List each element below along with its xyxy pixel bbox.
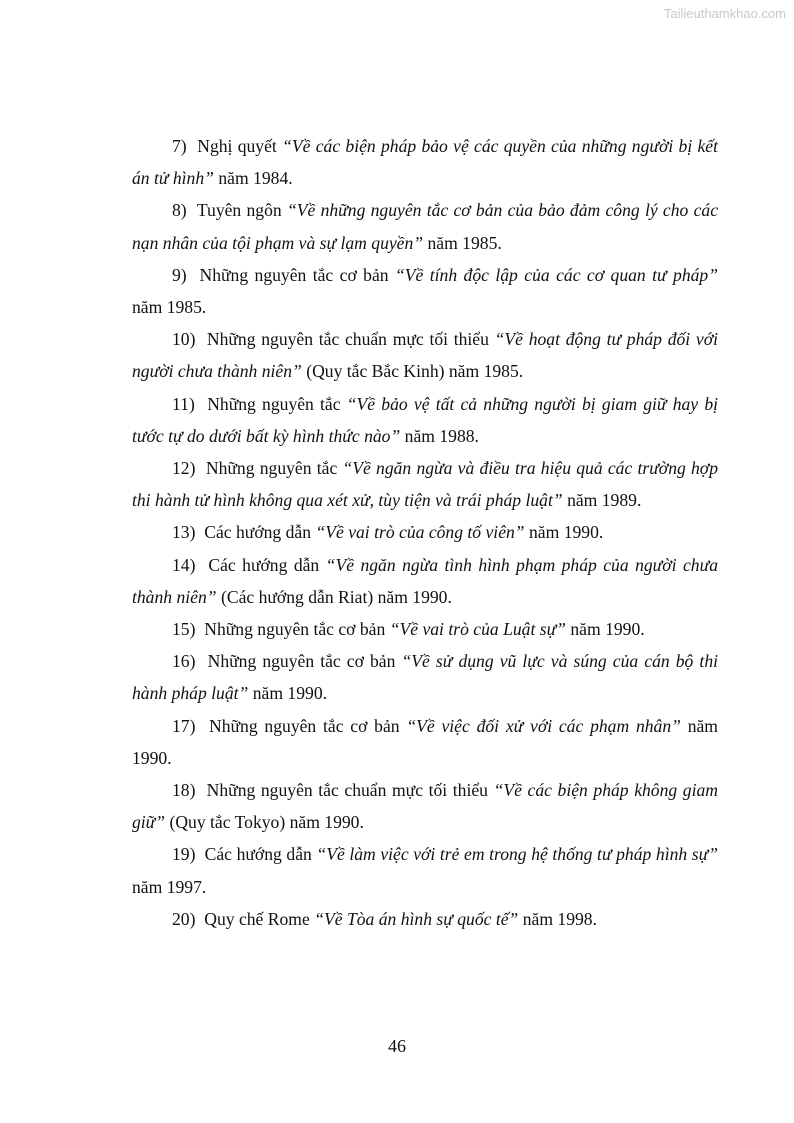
item-title: “Về vai trò của công tố viên” <box>315 522 525 543</box>
list-item <box>132 774 718 838</box>
item-detail: năm 1998. <box>522 908 597 929</box>
item-title: “Về việc đối xử với các phạm nhân” <box>406 715 681 736</box>
list-item <box>132 613 718 645</box>
list-item <box>132 838 718 902</box>
item-number: 14) <box>172 554 196 575</box>
item-type: Những nguyên tắc <box>205 458 338 479</box>
item-type: Những nguyên tắc cơ bản <box>209 715 400 736</box>
item-type: Các hướng dẫn <box>204 522 312 543</box>
item-number: 16) <box>172 651 196 672</box>
list-item <box>132 645 718 709</box>
list-item <box>132 259 718 323</box>
item-title: “Về tính độc lập của các cơ quan tư pháp” <box>395 264 718 285</box>
list-item <box>132 323 718 387</box>
list-item <box>132 903 718 935</box>
item-type: Những nguyên tắc <box>207 393 341 414</box>
item-number: 7) <box>172 136 187 156</box>
item-type: Nghị quyết <box>197 136 277 156</box>
item-detail: năm 1997. <box>132 876 207 897</box>
list-item <box>132 130 718 194</box>
item-title: “Về hoạt động tư pháp đối với người chưa thành niên” <box>132 329 718 382</box>
item-title: “Về các biện pháp bảo vệ các quyền của những người bị kết án tử hình” <box>132 136 719 189</box>
item-type: Những nguyên tắc chuẩn mực tối thiểu <box>206 329 489 350</box>
item-type: Những nguyên tắc cơ bản <box>207 651 396 672</box>
item-number: 18) <box>172 780 196 801</box>
item-detail: năm 1990. <box>570 619 645 640</box>
item-number: 9) <box>172 264 187 285</box>
item-title: “Về ngăn ngừa và điều tra hiệu quả các trường hợp thi hành tử hình không qua xét xử, tùy tiện và trái pháp luật” <box>132 458 718 511</box>
item-number: 17) <box>172 715 196 736</box>
item-detail: năm 1990. <box>132 715 718 768</box>
item-type: Quy chế Rome <box>204 908 310 929</box>
item-detail: năm 1990. <box>529 522 604 543</box>
item-type: Những nguyên tắc cơ bản <box>204 619 386 640</box>
item-title: “Về ngăn ngừa tình hình phạm pháp của người chưa thành niên” <box>132 554 718 607</box>
item-detail: (Quy tắc Tokyo) năm 1990. <box>169 812 364 833</box>
item-detail: (Quy tắc Bắc Kinh) năm 1985. <box>306 361 524 382</box>
page-number: 46 <box>388 1036 406 1056</box>
item-detail: năm 1984. <box>218 168 293 189</box>
item-number: 11) <box>172 393 195 414</box>
item-type: Những nguyên tắc cơ bản <box>199 264 389 285</box>
item-detail: (Các hướng dẫn Riat) năm 1990. <box>220 586 452 607</box>
list-item <box>132 710 718 774</box>
item-number: 20) <box>172 908 196 929</box>
list-item <box>132 452 718 516</box>
list-item <box>132 194 718 258</box>
list-item <box>132 516 718 548</box>
item-type: Các hướng dẫn <box>208 554 320 575</box>
item-number: 15) <box>172 619 196 640</box>
item-detail: năm 1988. <box>404 425 479 446</box>
item-title: “Về sử dụng vũ lực và súng của cán bộ thi hành pháp luật” <box>132 651 719 704</box>
document-body <box>132 130 718 935</box>
item-number: 19) <box>172 844 196 865</box>
item-title: “Về bảo vệ tất cả những người bị giam giữ hay bị tước tự do dưới bất kỳ hình thức nào” <box>132 393 718 446</box>
item-number: 8) <box>172 200 187 221</box>
item-detail: năm 1990. <box>252 683 328 704</box>
item-detail: năm 1985. <box>427 232 502 253</box>
item-title: “Về những nguyên tắc cơ bản của bảo đảm công lý cho các nạn nhân của tội phạm và sự lạm quyền” <box>132 200 719 253</box>
watermark: Tailieuthamkhao.com <box>663 6 786 21</box>
item-title: “Về vai trò của Luật sự” <box>389 619 566 640</box>
item-type: Tuyên ngôn <box>196 200 282 221</box>
item-detail: năm 1989. <box>567 490 642 511</box>
item-title: “Về làm việc với trẻ em trong hệ thống tư pháp hình sự” <box>316 844 718 865</box>
list-item <box>132 388 718 452</box>
item-detail: năm 1985. <box>132 297 207 318</box>
item-type: Các hướng dẫn <box>204 844 312 865</box>
list-item <box>132 549 718 613</box>
item-title: “Về Tòa án hình sự quốc tế” <box>314 908 519 929</box>
item-number: 10) <box>172 329 196 350</box>
item-number: 13) <box>172 522 196 543</box>
item-type: Những nguyên tắc chuẩn mực tối thiểu <box>206 780 488 801</box>
item-title: “Về các biện pháp không giam giữ” <box>132 780 718 833</box>
item-number: 12) <box>172 458 196 479</box>
